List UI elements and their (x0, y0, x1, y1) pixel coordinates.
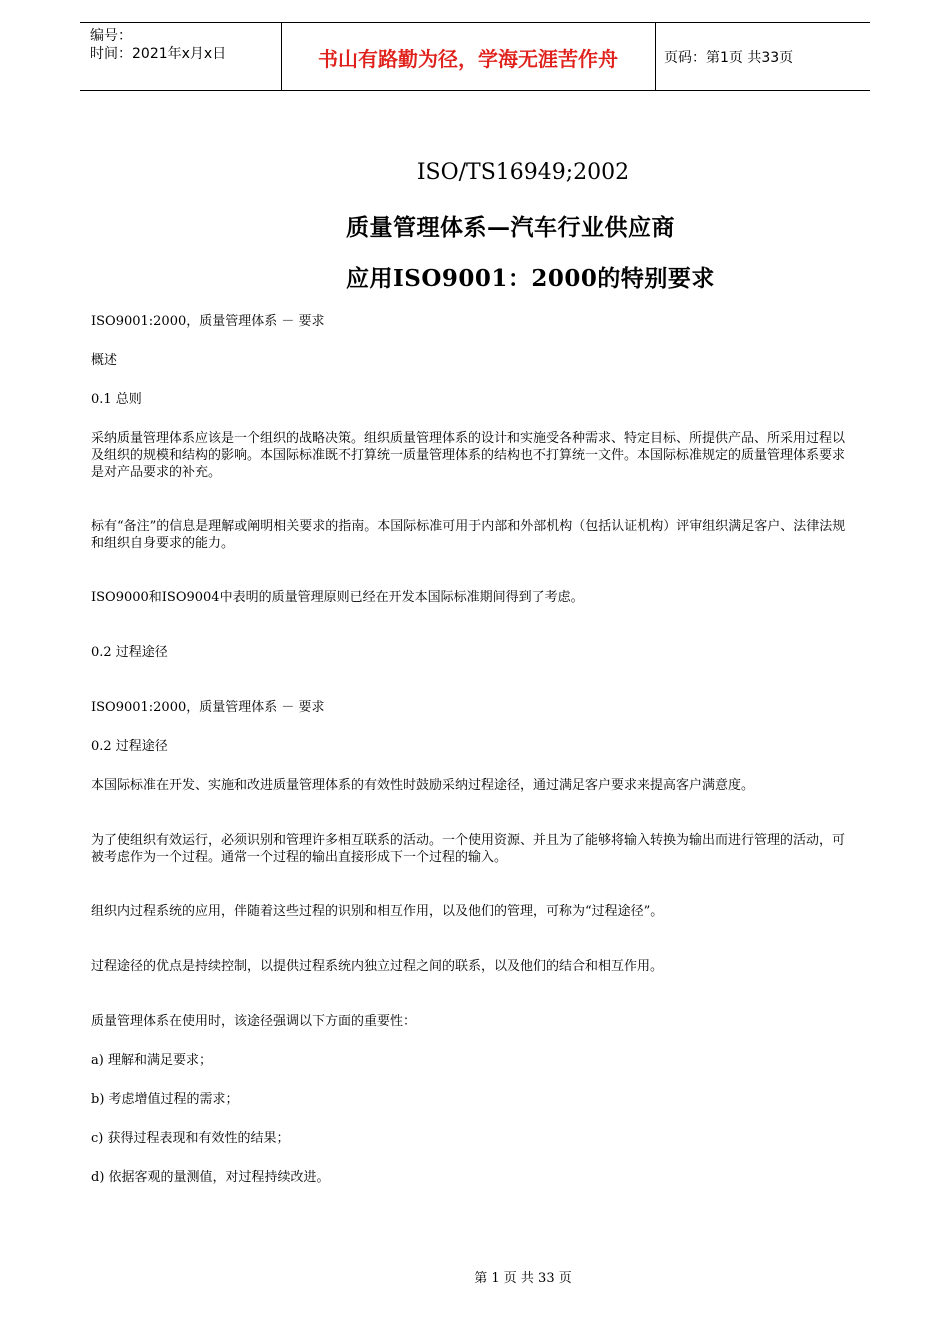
header-bottom-rule (80, 90, 870, 91)
list-item: b) 考虑增值过程的需求； (91, 1092, 239, 1107)
paragraph-process-system: 组织内过程系统的应用，伴随着这些过程的识别和相互作用，以及他们的管理，可称为“过程途径”。 (91, 904, 664, 919)
section-heading-overview: 概述 (91, 353, 118, 368)
header-divider-right (655, 22, 656, 90)
list-item: a) 理解和满足要求； (91, 1053, 212, 1068)
paragraph-notes: 标有“备注”的信息是理解或阐明相关要求的指南。本国际标准可用于内部和外部机构（包括认证机构）评审组织满足客户、法律法规和组织自身要求的能力。 (91, 519, 846, 551)
header-page-info: 页码：第1页 共33页 (664, 50, 794, 66)
paragraph-activities: 为了使组织有效运行，必须识别和管理许多相互联系的活动。一个使用资源、并且为了能够将输入转换为输出而进行管理的活动，可被考虑作为一个过程。通常一个过程的输出直接形成下一个过程的输入。 (91, 833, 846, 865)
paragraph-advantages: 过程途径的优点是持续控制，以提供过程系统内独立过程之间的联系，以及他们的结合和相互作用。 (91, 959, 664, 974)
paragraph-general: 采纳质量管理体系应该是一个组织的战略决策。组织质量管理体系的设计和实施受各种需求、特定目标、所提供产品、所采用过程以及组织的规模和结构的影响。本国际标准既不打算统一质量管理体系的结构也不打算统一文件。本国际标准规定的质量管理体系要求是对产品要求的补充。 (91, 431, 846, 480)
paragraph-process-approach: 本国际标准在开发、实施和改进质量管理体系的有效性时鼓励采纳过程途径，通过满足客户要求来提高客户满意度。 (91, 778, 755, 793)
list-item: c) 获得过程表现和有效性的结果； (91, 1131, 290, 1146)
paragraph-emphasis: 质量管理体系在使用时，该途径强调以下方面的重要性： (91, 1014, 417, 1029)
paragraph-principles: ISO9000和ISO9004中表明的质量管理原则已经在开发本国际标准期间得到了考虑。 (91, 590, 584, 605)
header-motto: 书山有路勤为径，学海无涯苦作舟 (318, 47, 618, 71)
header-number-label: 编号： (90, 28, 132, 44)
footer-page-number: 第 1 页 共 33 页 (474, 1271, 572, 1286)
section-heading-0-2-repeat: 0.2 过程途径 (91, 739, 168, 754)
document-code-title: ISO/TS16949;2002 (416, 160, 630, 185)
section-heading-0-2: 0.2 过程途径 (91, 645, 168, 660)
list-item: d) 依据客观的量测值，对过程持续改进。 (91, 1170, 330, 1185)
header-time-label: 时间：2021年x月x日 (90, 46, 227, 62)
section-reference-2: ISO9001:2000，质量管理体系 － 要求 (91, 700, 325, 715)
document-title-line2: 应用ISO9001：2000的特别要求 (346, 265, 715, 292)
document-title-line1: 质量管理体系—汽车行业供应商 (346, 214, 675, 241)
header-top-rule (80, 22, 870, 23)
section-reference-1: ISO9001:2000，质量管理体系 － 要求 (91, 314, 325, 329)
section-heading-0-1: 0.1 总则 (91, 392, 142, 407)
